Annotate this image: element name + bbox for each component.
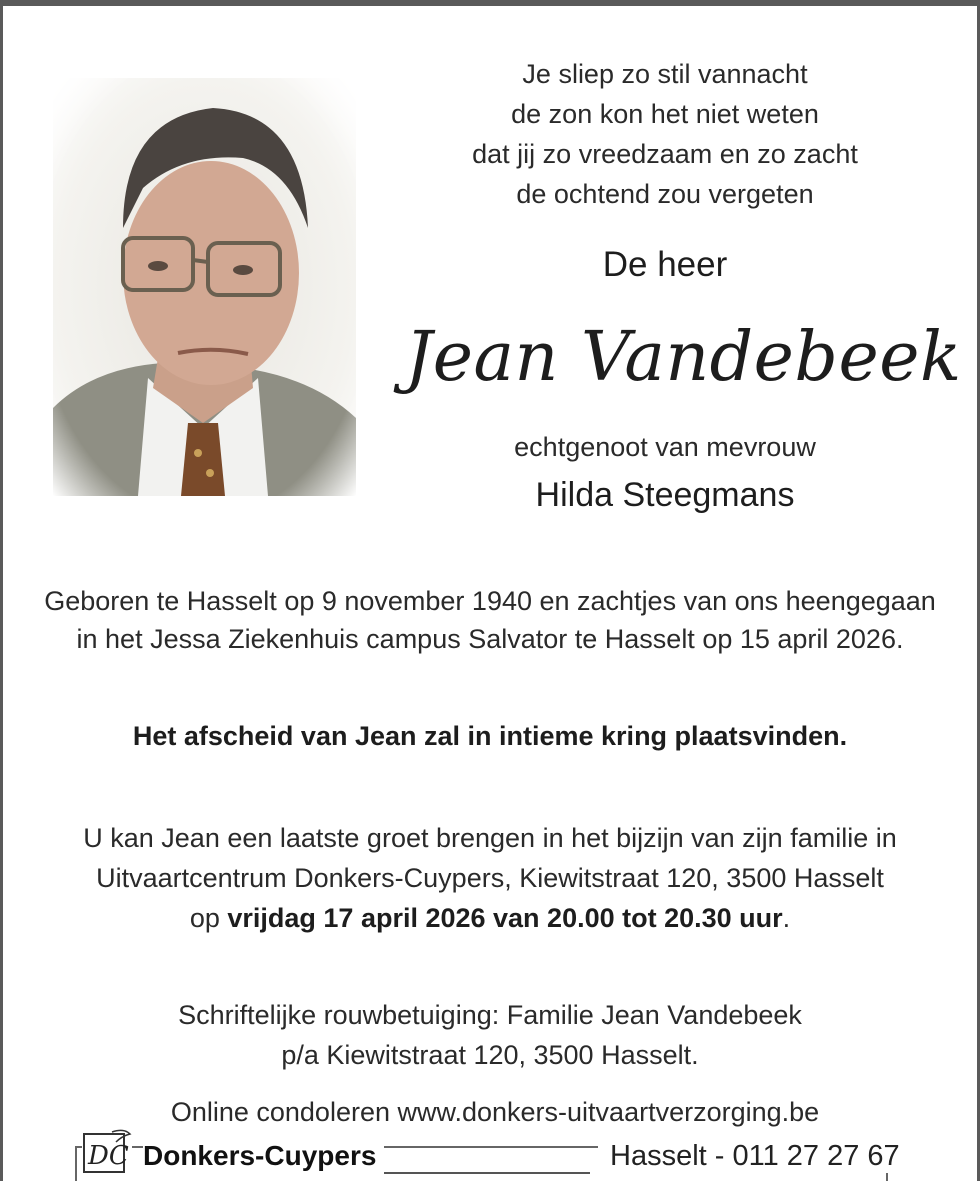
spouse-name: Hilda Steegmans xyxy=(535,476,795,514)
poem-line: Je sliep zo stil vannacht xyxy=(522,59,808,89)
honorific: De heer xyxy=(602,245,728,284)
condolence-line: p/a Kiewitstraat 120, 3500 Hasselt. xyxy=(281,1040,699,1070)
visitation-line: Uitvaartcentrum Donkers-Cuypers, Kiewitstraat 120, 3500 Hasselt xyxy=(96,863,884,893)
svg-text:DC: DC xyxy=(88,1141,129,1171)
farewell-notice: Het afscheid van Jean zal in intieme kring plaatsvinden. xyxy=(132,721,848,751)
poem xyxy=(405,54,925,214)
visitation-pre: op xyxy=(189,903,228,933)
poem-line: de ochtend zou vergeten xyxy=(516,179,814,209)
birth-death-line: in het Jessa Ziekenhuis campus Salvator te Hasselt op 15 april 2026. xyxy=(76,624,904,654)
visitation-post: . xyxy=(782,903,791,933)
visitation-datetime: vrijdag 17 april 2026 van 20.00 tot 20.30 uur xyxy=(227,903,783,933)
portrait-photo xyxy=(53,78,356,496)
visitation-line xyxy=(0,898,980,938)
visitation-info xyxy=(0,818,980,938)
written-condolences xyxy=(0,995,980,1075)
condolence-line: Schriftelijke rouwbetuiging: Familie Jean Vandebeek xyxy=(178,1000,802,1030)
deceased-name: Jean Vandebeek xyxy=(405,318,962,397)
footer-divider xyxy=(384,1172,590,1174)
birth-death-line: Geboren te Hasselt op 9 november 1940 en zachtjes van ons heengegaan xyxy=(44,586,936,616)
poem-line: dat jij zo vreedzaam en zo zacht xyxy=(472,139,858,169)
company-logo xyxy=(82,1128,132,1176)
birth-death-info xyxy=(0,582,980,658)
company-phone: Hasselt - 011 27 27 67 xyxy=(598,1140,912,1173)
spouse-label: echtgenoot van mevrouw xyxy=(514,432,816,462)
visitation-line: U kan Jean een laatste groet brengen in het bijzijn van zijn familie in xyxy=(83,823,897,853)
company-name: Donkers-Cuypers xyxy=(143,1140,384,1172)
poem-line: de zon kon het niet weten xyxy=(511,99,819,129)
online-condolences: Online condoleren www.donkers-uitvaartverzorging.be xyxy=(170,1097,820,1127)
